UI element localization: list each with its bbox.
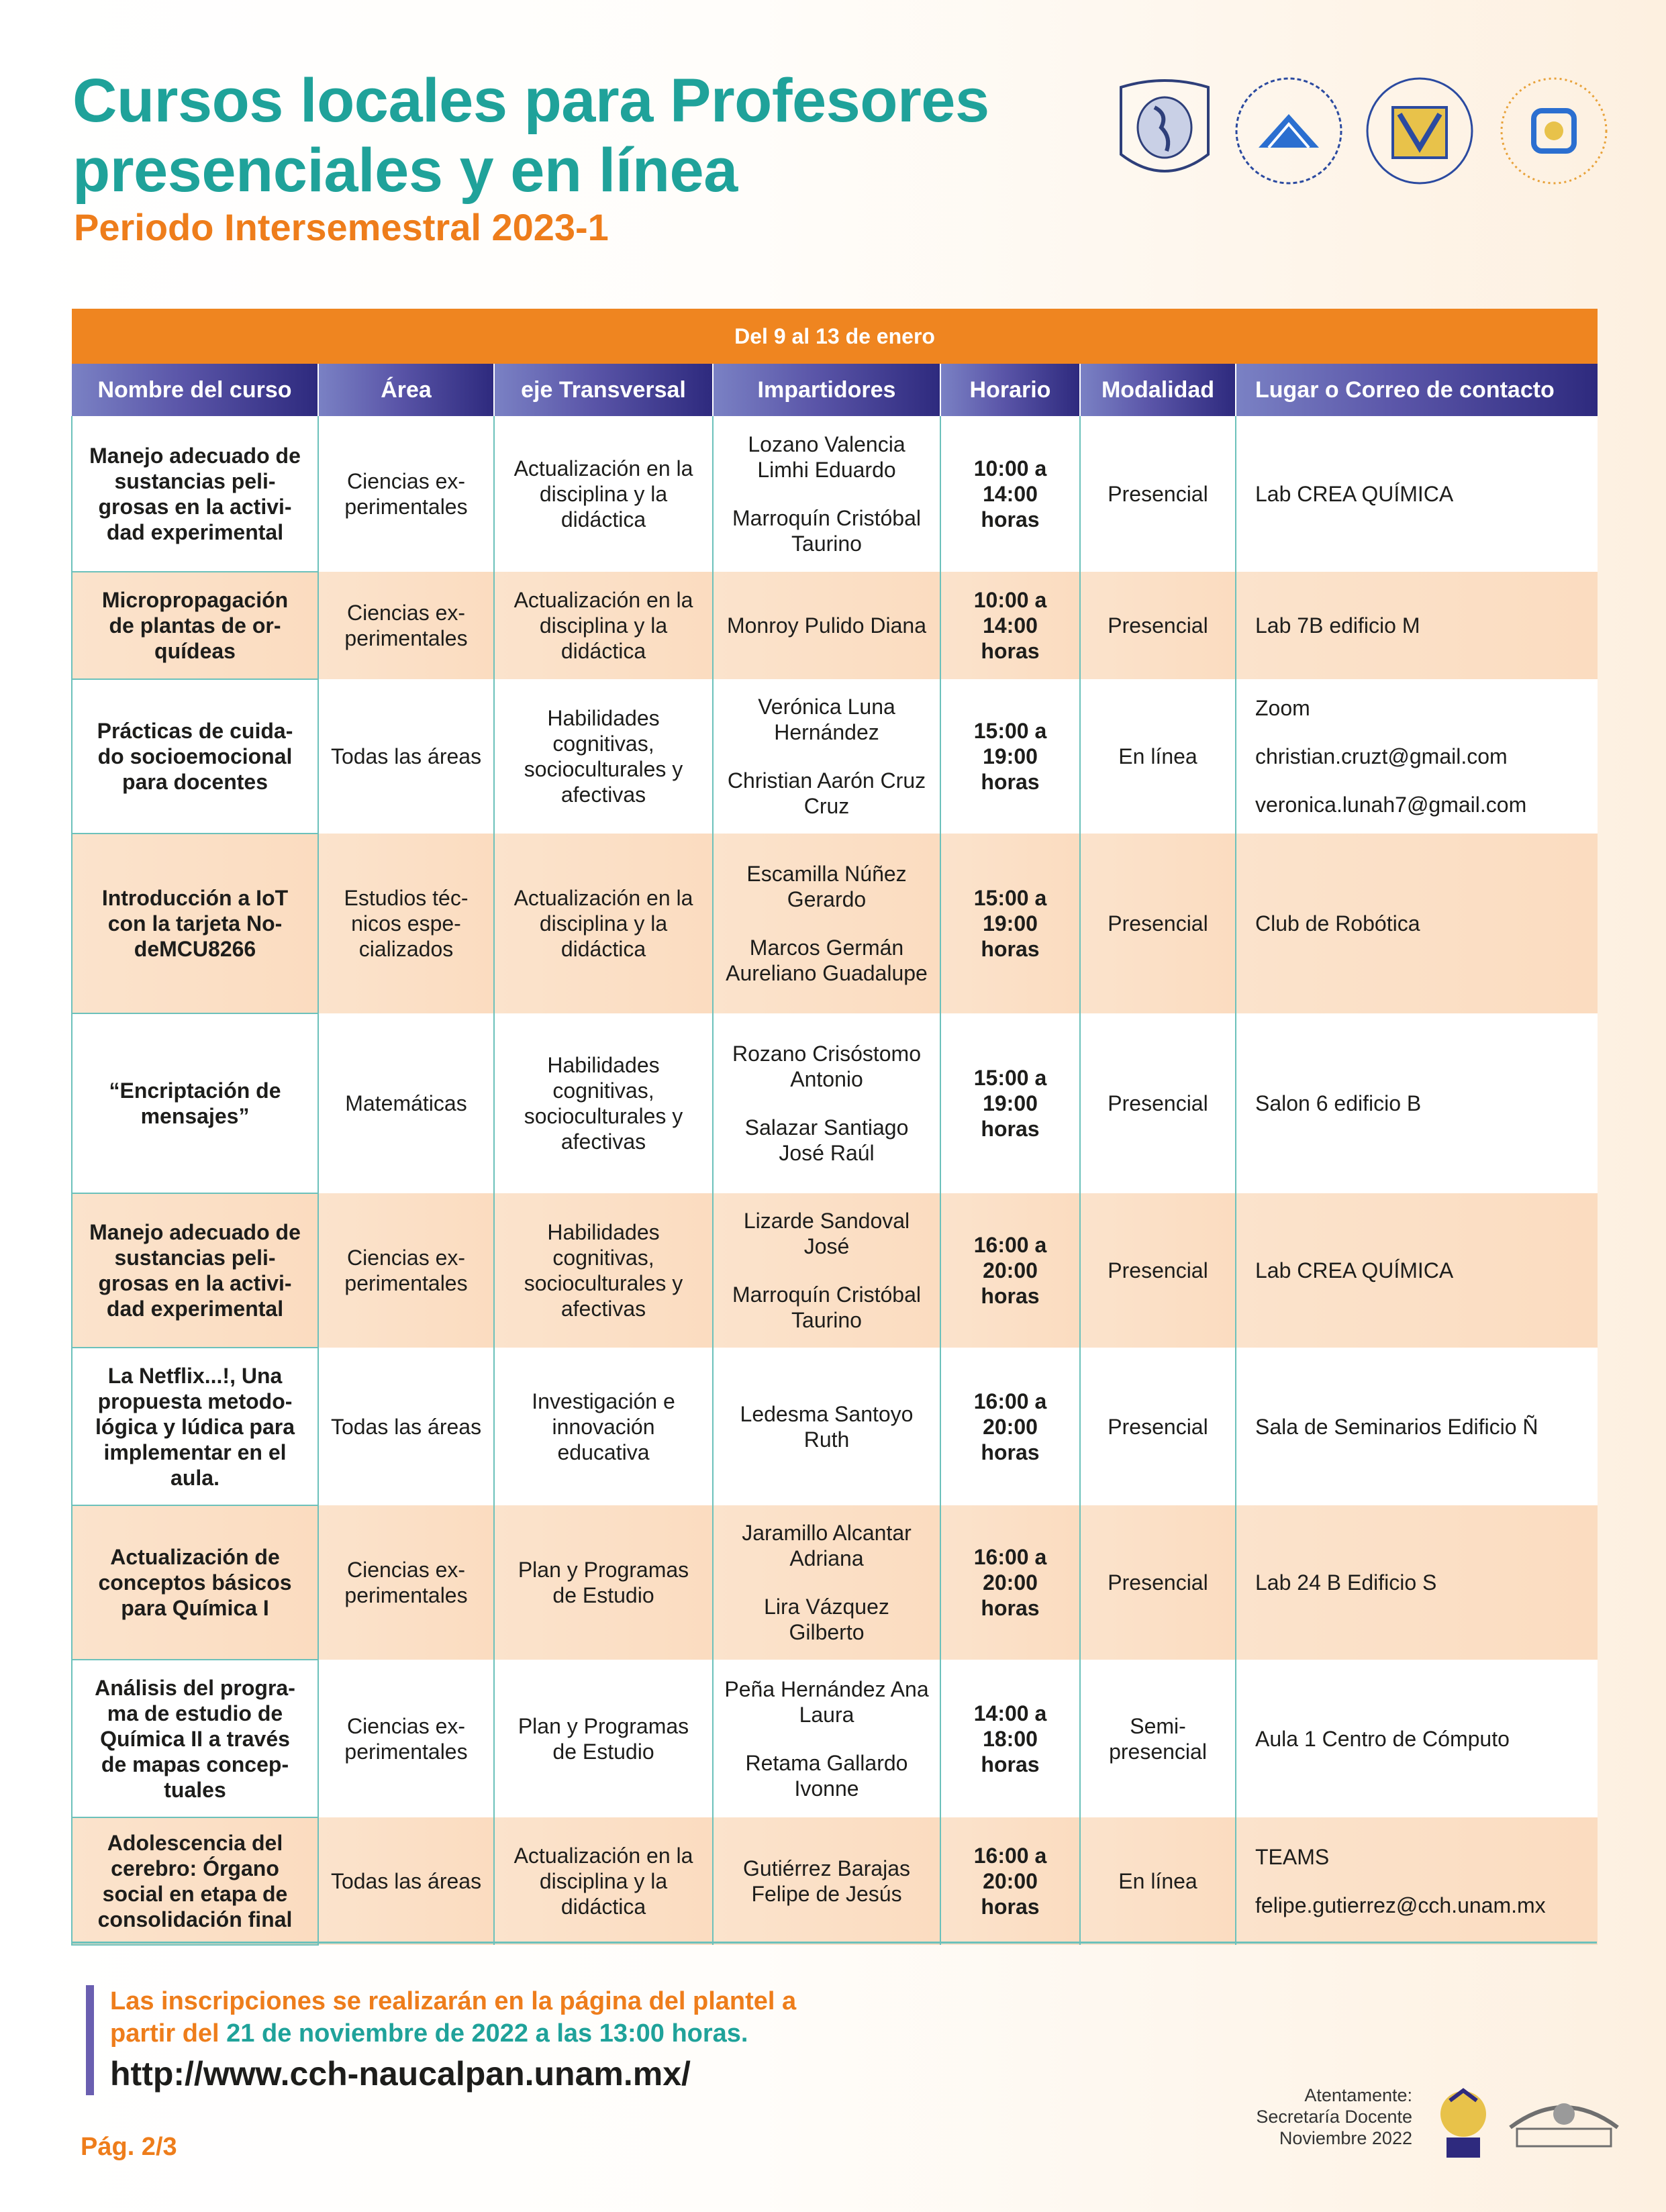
- course-contact: [1236, 572, 1598, 679]
- cch-naucalpan-logo: [1363, 74, 1477, 188]
- course-area: Todas las áreas: [318, 679, 494, 834]
- course-hours: 16:00 a 20:00 horas: [940, 1348, 1080, 1505]
- teacher-name: Retama Gallardo Ivonne: [745, 1750, 908, 1801]
- course-name: Actualización de conceptos básicos para Química I: [72, 1505, 318, 1660]
- course-contact: [1236, 1013, 1598, 1193]
- course-area: Matemáticas: [318, 1013, 494, 1193]
- course-teachers: [713, 572, 940, 679]
- signature-line-1: Atentamente:: [1304, 2085, 1412, 2105]
- course-contact: [1236, 416, 1598, 572]
- cch-logo: [1232, 74, 1346, 188]
- teacher-name: Lizarde Sandoval José: [743, 1209, 910, 1258]
- teacher-name: Peña Hernández Ana Laura: [724, 1676, 929, 1727]
- signature-line-3: Noviembre 2022: [1279, 2128, 1412, 2148]
- course-teachers: [713, 1193, 940, 1348]
- date-band: Del 9 al 13 de enero: [72, 309, 1598, 364]
- table-row: [72, 1013, 1598, 1193]
- teacher-name: Marroquín Cristóbal Taurino: [732, 1283, 921, 1332]
- course-teachers: [713, 1348, 940, 1505]
- table-row: [72, 1817, 1598, 1945]
- course-axis: Actualización en la disciplina y la didáctica: [494, 572, 713, 679]
- course-contact: [1236, 1348, 1598, 1505]
- course-hours: 10:00 a 14:00 horas: [940, 416, 1080, 572]
- course-name: Manejo adecuado de sustancias peli-grosas en la activi-dad experimental: [72, 416, 318, 572]
- teacher-name: Gutiérrez Barajas Felipe de Jesús: [743, 1856, 910, 1906]
- course-area: Todas las áreas: [318, 1817, 494, 1945]
- course-teachers: [713, 679, 940, 834]
- course-mode: En línea: [1080, 679, 1236, 834]
- course-contact: [1236, 1505, 1598, 1660]
- registration-date: 21 de noviembre de 2022 a las 13:00 horas.: [226, 2019, 748, 2048]
- signature-line-2: Secretaría Docente: [1256, 2107, 1412, 2127]
- contact-place: Club de Robótica: [1255, 911, 1420, 936]
- course-axis: Actualización en la disciplina y la didáctica: [494, 834, 713, 1013]
- course-area: Estudios téc-nicos espe-cializados: [318, 834, 494, 1013]
- course-mode: Semi-presencial: [1080, 1660, 1236, 1817]
- course-area: Ciencias ex-perimentales: [318, 1505, 494, 1660]
- footer-logos: [1430, 2074, 1631, 2174]
- course-mode: Presencial: [1080, 1348, 1236, 1505]
- course-axis: Plan y Programas de Estudio: [494, 1660, 713, 1817]
- contact-place: Lab 24 B Edificio S: [1255, 1570, 1437, 1595]
- course-name: La Netflix...!, Una propuesta metodo-lógica y lúdica para implementar en el aula.: [72, 1348, 318, 1505]
- page-subtitle: Periodo Intersemestral 2023-1: [74, 206, 609, 248]
- course-mode: Presencial: [1080, 416, 1236, 572]
- column-header: Horario: [940, 364, 1080, 416]
- table-bottom-rule: [71, 1942, 1597, 1944]
- signature-block: [1256, 2084, 1412, 2149]
- course-mode: Presencial: [1080, 572, 1236, 679]
- course-area: Ciencias ex-perimentales: [318, 572, 494, 679]
- table-row: [72, 679, 1598, 834]
- teacher-name: Marcos Germán Aureliano Guadalupe: [726, 936, 928, 985]
- table-row: [72, 572, 1598, 679]
- teacher-name: Lira Vázquez Gilberto: [764, 1595, 889, 1644]
- contact-place: Aula 1 Centro de Cómputo: [1255, 1726, 1510, 1751]
- course-hours: 15:00 a 19:00 horas: [940, 679, 1080, 834]
- teacher-name: Christian Aarón Cruz Cruz: [727, 768, 926, 818]
- contact-place: Lab CREA QUÍMICA: [1255, 482, 1454, 506]
- course-hours: 10:00 a 14:00 horas: [940, 572, 1080, 679]
- title-line-1: Cursos locales para Profesores: [72, 66, 989, 135]
- teacher-name: Salazar Santiago José Raúl: [744, 1115, 909, 1165]
- secretaria-docente-logo: [1497, 74, 1611, 188]
- course-name: Micropropagación de plantas de or-quídeas: [72, 572, 318, 679]
- teacher-name: Escamilla Núñez Gerardo: [746, 862, 907, 911]
- course-teachers: [713, 1817, 940, 1945]
- course-name: Prácticas de cuida-do socioemocional para docentes: [72, 679, 318, 834]
- contact-email-link[interactable]: felipe.gutierrez@cch.unam.mx: [1255, 1893, 1546, 1917]
- course-axis: Habilidades cognitivas, socioculturales y afectivas: [494, 1193, 713, 1348]
- column-header: Modalidad: [1080, 364, 1236, 416]
- course-mode: Presencial: [1080, 1013, 1236, 1193]
- teacher-name: Verónica Luna Hernández: [758, 695, 895, 744]
- teacher-name: Jaramillo Alcantar Adriana: [742, 1521, 912, 1570]
- contact-place: Lab 7B edificio M: [1255, 613, 1420, 638]
- column-header: Lugar o Correo de contacto: [1236, 364, 1598, 416]
- course-teachers: [713, 834, 940, 1013]
- course-axis: Plan y Programas de Estudio: [494, 1505, 713, 1660]
- course-contact: [1236, 679, 1598, 834]
- table-row: [72, 1660, 1598, 1817]
- course-hours: 15:00 a 19:00 horas: [940, 1013, 1080, 1193]
- course-axis: Habilidades cognitivas, socioculturales y afectivas: [494, 1013, 713, 1193]
- course-area: Ciencias ex-perimentales: [318, 416, 494, 572]
- teacher-name: Ledesma Santoyo Ruth: [740, 1401, 914, 1452]
- contact-place: Lab CREA QUÍMICA: [1255, 1258, 1454, 1283]
- contact-place: Zoom: [1255, 696, 1310, 720]
- registration-line-2: [110, 2017, 983, 2050]
- course-mode: Presencial: [1080, 1505, 1236, 1660]
- teacher-name: Marroquín Cristóbal Taurino: [732, 506, 921, 556]
- course-axis: Actualización en la disciplina y la didáctica: [494, 416, 713, 572]
- table-row: [72, 1505, 1598, 1660]
- course-area: Ciencias ex-perimentales: [318, 1193, 494, 1348]
- teacher-name: Rozano Crisóstomo Antonio: [732, 1042, 921, 1091]
- course-name: Manejo adecuado de sustancias peli-grosas en la activi-dad experimental: [72, 1193, 318, 1348]
- table-row: [72, 834, 1598, 1013]
- course-name: “Encriptación de mensajes”: [72, 1013, 318, 1193]
- course-area: Todas las áreas: [318, 1348, 494, 1505]
- table-row: [72, 1348, 1598, 1505]
- column-header: Área: [318, 364, 494, 416]
- table-row: [72, 416, 1598, 572]
- unam-seal-logo: [1114, 74, 1215, 188]
- course-hours: 16:00 a 20:00 horas: [940, 1193, 1080, 1348]
- course-mode: Presencial: [1080, 834, 1236, 1013]
- course-hours: 16:00 a 20:00 horas: [940, 1817, 1080, 1945]
- ponte-puma-logo: [1430, 2074, 1497, 2168]
- page-number: Pág. 2/3: [81, 2133, 177, 2161]
- course-name: Introducción a IoT con la tarjeta No-deMCU8266: [72, 834, 318, 1013]
- course-teachers: [713, 1013, 940, 1193]
- course-hours: 14:00 a 18:00 horas: [940, 1660, 1080, 1817]
- registration-note: [86, 1985, 983, 2095]
- course-mode: En línea: [1080, 1817, 1236, 1945]
- courses-table: [71, 309, 1598, 1946]
- course-axis: Habilidades cognitivas, socioculturales y afectivas: [494, 679, 713, 834]
- contact-place: Sala de Seminarios Edificio Ñ: [1255, 1414, 1538, 1439]
- course-mode: Presencial: [1080, 1193, 1236, 1348]
- course-hours: 16:00 a 20:00 horas: [940, 1505, 1080, 1660]
- unam-muralismo-logo: [1504, 2087, 1624, 2154]
- course-contact: [1236, 1817, 1598, 1945]
- course-axis: Actualización en la disciplina y la didáctica: [494, 1817, 713, 1945]
- course-teachers: [713, 1660, 940, 1817]
- page-title: [72, 66, 989, 205]
- course-contact: [1236, 1660, 1598, 1817]
- contact-email-link[interactable]: veronica.lunah7@gmail.com: [1255, 793, 1527, 817]
- table-row: [72, 1193, 1598, 1348]
- header-logos: [1114, 74, 1624, 195]
- registration-line-1: Las inscripciones se realizarán en la página del plantel a: [110, 1987, 797, 2015]
- course-hours: 15:00 a 19:00 horas: [940, 834, 1080, 1013]
- column-header: Nombre del curso: [72, 364, 318, 416]
- contact-place: Salon 6 edificio B: [1255, 1091, 1422, 1115]
- table-header-row: [72, 364, 1598, 416]
- course-contact: [1236, 834, 1598, 1013]
- teacher-name: Monroy Pulido Diana: [726, 613, 927, 638]
- course-teachers: [713, 1505, 940, 1660]
- course-teachers: [713, 416, 940, 572]
- course-area: Ciencias ex-perimentales: [318, 1660, 494, 1817]
- course-axis: Investigación e innovación educativa: [494, 1348, 713, 1505]
- teacher-name: Lozano Valencia Limhi Eduardo: [748, 432, 905, 482]
- course-name: Adolescencia del cerebro: Órgano social en etapa de consolidación final: [72, 1817, 318, 1945]
- column-header: eje Transversal: [494, 364, 713, 416]
- registration-line-2-prefix: partir del: [110, 2019, 219, 2048]
- registration-url-link[interactable]: http://www.cch-naucalpan.unam.mx/: [110, 2055, 691, 2093]
- column-header: Impartidores: [713, 364, 940, 416]
- course-contact: [1236, 1193, 1598, 1348]
- title-line-2: presenciales y en línea: [72, 136, 738, 205]
- contact-place: TEAMS: [1255, 1845, 1330, 1869]
- contact-email-link[interactable]: christian.cruzt@gmail.com: [1255, 744, 1508, 768]
- course-name: Análisis del progra-ma de estudio de Química II a través de mapas concep-tuales: [72, 1660, 318, 1817]
